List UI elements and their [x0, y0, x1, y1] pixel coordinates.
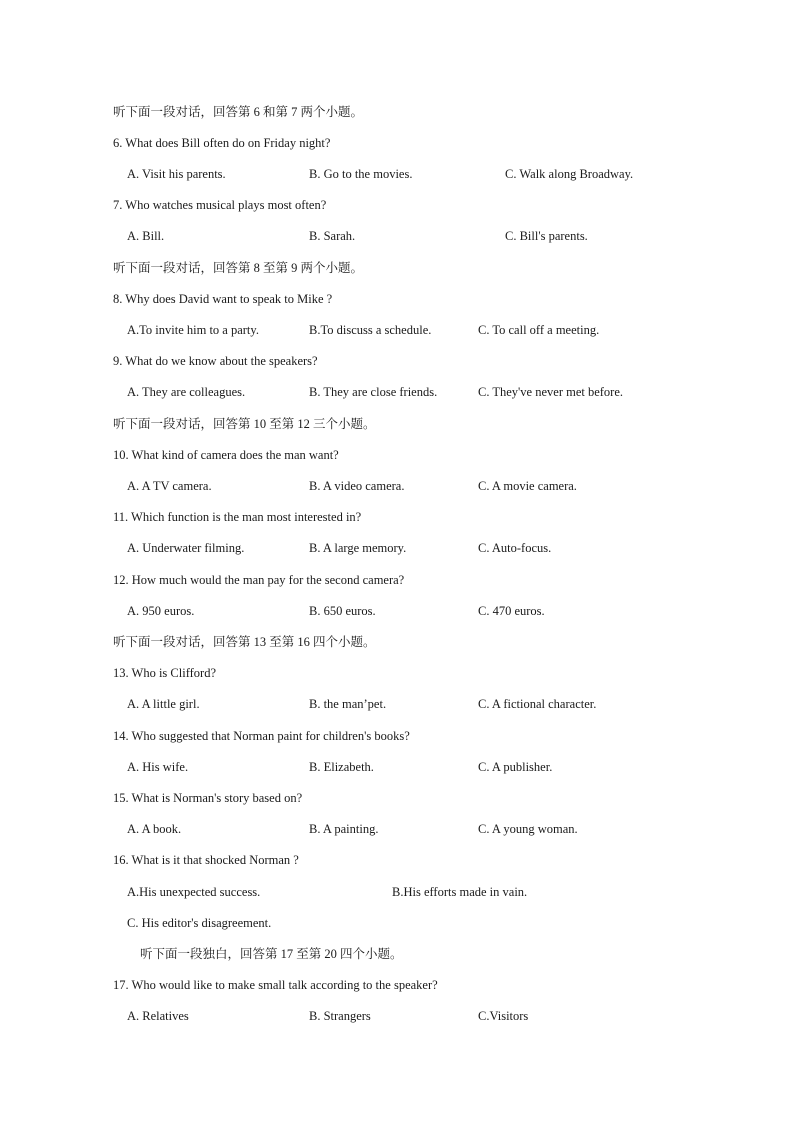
option-a: A. Visit his parents.	[127, 167, 226, 181]
option-a: A. A little girl.	[127, 697, 200, 711]
option-b: B. A video camera.	[309, 479, 405, 493]
option-b: B. Go to the movies.	[309, 167, 413, 181]
option-b: B. Strangers	[309, 1009, 371, 1023]
section-heading	[0, 414, 794, 434]
question-stem: 7. Who watches musical plays most often?	[113, 198, 327, 212]
question-7	[0, 195, 794, 215]
option-b: B.His efforts made in vain.	[392, 885, 528, 899]
question-16	[0, 850, 794, 870]
options-9	[0, 382, 794, 402]
section-instruction: 听下面一段对话，回答第 10 至第 12 三个小题。	[113, 417, 376, 431]
question-stem: 12. How much would the man pay for the second camera?	[113, 573, 405, 587]
option-b: B. A painting.	[309, 822, 379, 836]
option-c: C. A fictional character.	[478, 697, 597, 711]
options-14	[0, 757, 794, 777]
option-a: A. A TV camera.	[127, 479, 212, 493]
option-c: C. A young woman.	[478, 822, 578, 836]
options-8	[0, 320, 794, 340]
options-15	[0, 819, 794, 839]
question-12	[0, 570, 794, 590]
option-a: A.To invite him to a party.	[127, 323, 259, 337]
option-a: A. Bill.	[127, 229, 165, 243]
option-c: C.Visitors	[478, 1009, 529, 1023]
option-c: C. Auto-focus.	[478, 541, 552, 555]
option-a: A. Underwater filming.	[127, 541, 245, 555]
question-6	[0, 133, 794, 153]
options-16-row1	[0, 882, 794, 902]
question-8	[0, 289, 794, 309]
option-c: C. Bill's parents.	[505, 229, 588, 243]
question-stem: 14. Who suggested that Norman paint for children's books?	[113, 729, 410, 743]
question-stem: 11. Which function is the man most interested in?	[113, 510, 362, 524]
options-10	[0, 476, 794, 496]
question-stem: 6. What does Bill often do on Friday night?	[113, 136, 331, 150]
option-a: A. His wife.	[127, 760, 189, 774]
option-c: C. Walk along Broadway.	[505, 167, 634, 181]
options-13	[0, 694, 794, 714]
question-stem: 8. Why does David want to speak to Mike ?	[113, 292, 333, 306]
section-instruction: 听下面一段对话，回答第 6 和第 7 两个小题。	[113, 105, 364, 119]
option-a: A. Relatives	[127, 1009, 189, 1023]
options-17	[0, 1006, 794, 1026]
question-11	[0, 507, 794, 527]
options-6	[0, 164, 794, 184]
question-14	[0, 726, 794, 746]
question-stem: 13. Who is Clifford?	[113, 666, 217, 680]
option-c: C. They've never met before.	[478, 385, 624, 399]
option-a: A. A book.	[127, 822, 182, 836]
question-13	[0, 663, 794, 683]
option-c: C. A movie camera.	[478, 479, 577, 493]
option-b: B. They are close friends.	[309, 385, 438, 399]
section-heading	[0, 102, 794, 122]
options-12	[0, 601, 794, 621]
section-instruction: 听下面一段对话，回答第 13 至第 16 四个小题。	[113, 635, 376, 649]
option-c: C. To call off a meeting.	[478, 323, 600, 337]
option-a: A. They are colleagues.	[127, 385, 246, 399]
option-b: B. 650 euros.	[309, 604, 376, 618]
question-stem: 17. Who would like to make small talk according to the speaker?	[113, 978, 438, 992]
question-10	[0, 445, 794, 465]
option-c: C. His editor's disagreement.	[127, 916, 272, 930]
option-b: B. Sarah.	[309, 229, 356, 243]
question-stem: 16. What is it that shocked Norman ?	[113, 853, 299, 867]
options-16-row2	[0, 913, 794, 933]
option-b: B. the man’pet.	[309, 697, 387, 711]
question-stem: 9. What do we know about the speakers?	[113, 354, 318, 368]
option-a: A.His unexpected success.	[127, 885, 261, 899]
section-heading	[0, 632, 794, 652]
options-7	[0, 226, 794, 246]
option-b: B. Elizabeth.	[309, 760, 374, 774]
section-instruction: 听下面一段独白，回答第 17 至第 20 四个小题。	[140, 947, 403, 961]
question-15	[0, 788, 794, 808]
section-heading	[0, 944, 794, 964]
option-c: C. 470 euros.	[478, 604, 545, 618]
question-stem: 10. What kind of camera does the man want?	[113, 448, 339, 462]
section-instruction: 听下面一段对话，回答第 8 至第 9 两个小题。	[113, 261, 364, 275]
question-17	[0, 975, 794, 995]
question-stem: 15. What is Norman's story based on?	[113, 791, 303, 805]
option-a: A. 950 euros.	[127, 604, 195, 618]
option-c: C. A publisher.	[478, 760, 553, 774]
section-heading	[0, 258, 794, 278]
option-b: B. A large memory.	[309, 541, 407, 555]
option-b: B.To discuss a schedule.	[309, 323, 432, 337]
options-11	[0, 538, 794, 558]
question-9	[0, 351, 794, 371]
